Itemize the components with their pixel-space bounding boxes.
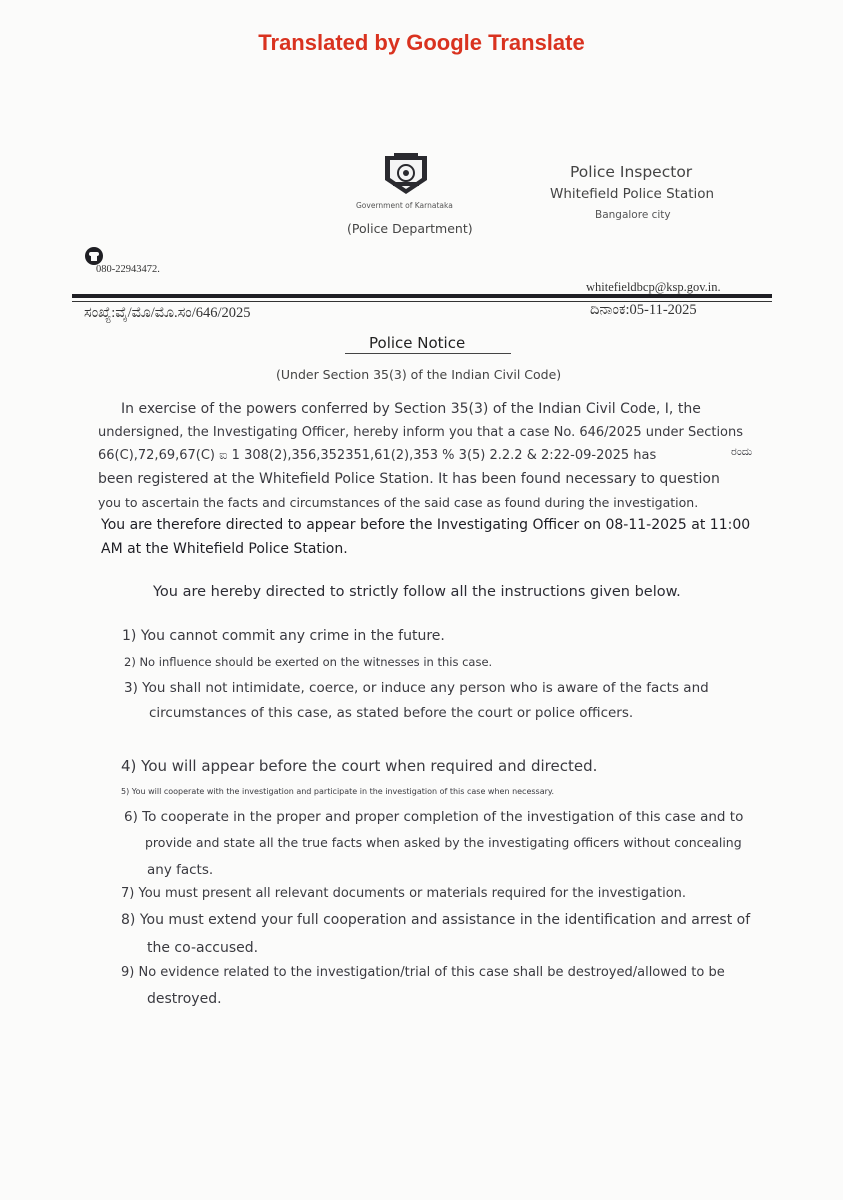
body-line: you to ascertain the facts and circumstances of the said case as found during the investigation. <box>98 495 699 510</box>
reference-number: ಸಂಖ್ಯೆ:ವೈ/ಮೊ/ಮೊ.ಸಂ/646/2025 <box>84 305 251 321</box>
instruction-item: 5) You will cooperate with the investigation and participate in the investigation of this case when necessary. <box>121 787 555 796</box>
body-line: 66(C),72,69,67(C) ಐ 1 308(2),356,352351,61(2),353 % 3(5) 2.2.2 & 2:22-09-2025 has <box>98 448 657 463</box>
notice-date: ದಿನಾಂಕ:05-11-2025 <box>590 302 697 318</box>
government-label: Government of Karnataka <box>356 201 453 210</box>
translation-banner: Translated by Google Translate <box>258 30 585 55</box>
instruction-item-continued: any facts. <box>147 862 214 878</box>
body-line: AM at the Whitefield Police Station. <box>101 541 348 557</box>
body-line: In exercise of the powers conferred by Section 35(3) of the Indian Civil Code, I, the <box>121 401 701 417</box>
instruction-item: 9) No evidence related to the investigation/trial of this case shall be destroyed/allowed to be <box>121 965 725 980</box>
body-line: You are therefore directed to appear before the Investigating Officer on 08-11-2025 at 11:00 <box>101 517 751 533</box>
phone-icon <box>84 246 104 266</box>
karnataka-police-emblem-icon <box>381 150 431 196</box>
body-line: been registered at the Whitefield Police Station. It has been found necessary to question <box>98 471 720 487</box>
city-name: Bangalore city <box>595 209 671 221</box>
instruction-item: 7) You must present all relevant documents or materials required for the investigation. <box>121 886 687 901</box>
department-label: (Police Department) <box>347 221 473 236</box>
email-address: whitefieldbcp@ksp.gov.in. <box>586 280 721 294</box>
instruction-item-continued: circumstances of this case, as stated before the court or police officers. <box>149 705 634 721</box>
body-line: ರಂದು <box>731 445 753 458</box>
notice-title: Police Notice <box>369 334 466 352</box>
instruction-item: 8) You must extend your full cooperation and assistance in the identification and arrest of <box>121 912 751 928</box>
notice-subtitle: (Under Section 35(3) of the Indian Civil Code) <box>276 367 562 382</box>
instruction-item: 2) No influence should be exerted on the witnesses in this case. <box>124 655 493 669</box>
directive: You are hereby directed to strictly follow all the instructions given below. <box>153 584 681 600</box>
instruction-item: 1) You cannot commit any crime in the future. <box>122 628 445 644</box>
instruction-item-continued: the co-accused. <box>147 940 259 956</box>
instruction-item-continued: destroyed. <box>147 991 222 1007</box>
instruction-item: 3) You shall not intimidate, coerce, or induce any person who is aware of the facts and <box>124 680 709 696</box>
instruction-item: 6) To cooperate in the proper and proper completion of the investigation of this case and to <box>124 809 744 825</box>
body-line: undersigned, the Investigating Officer, hereby inform you that a case No. 646/2025 under Sections <box>98 425 744 440</box>
inspector-title: Police Inspector <box>570 163 693 181</box>
header-divider <box>72 294 772 298</box>
station-name: Whitefield Police Station <box>550 186 715 202</box>
instruction-item: 4) You will appear before the court when required and directed. <box>121 757 598 775</box>
title-underline <box>345 353 511 354</box>
phone-number: 080-22943472. <box>96 264 160 275</box>
instruction-item-continued: provide and state all the true facts when asked by the investigating officers without concealing <box>145 835 742 850</box>
